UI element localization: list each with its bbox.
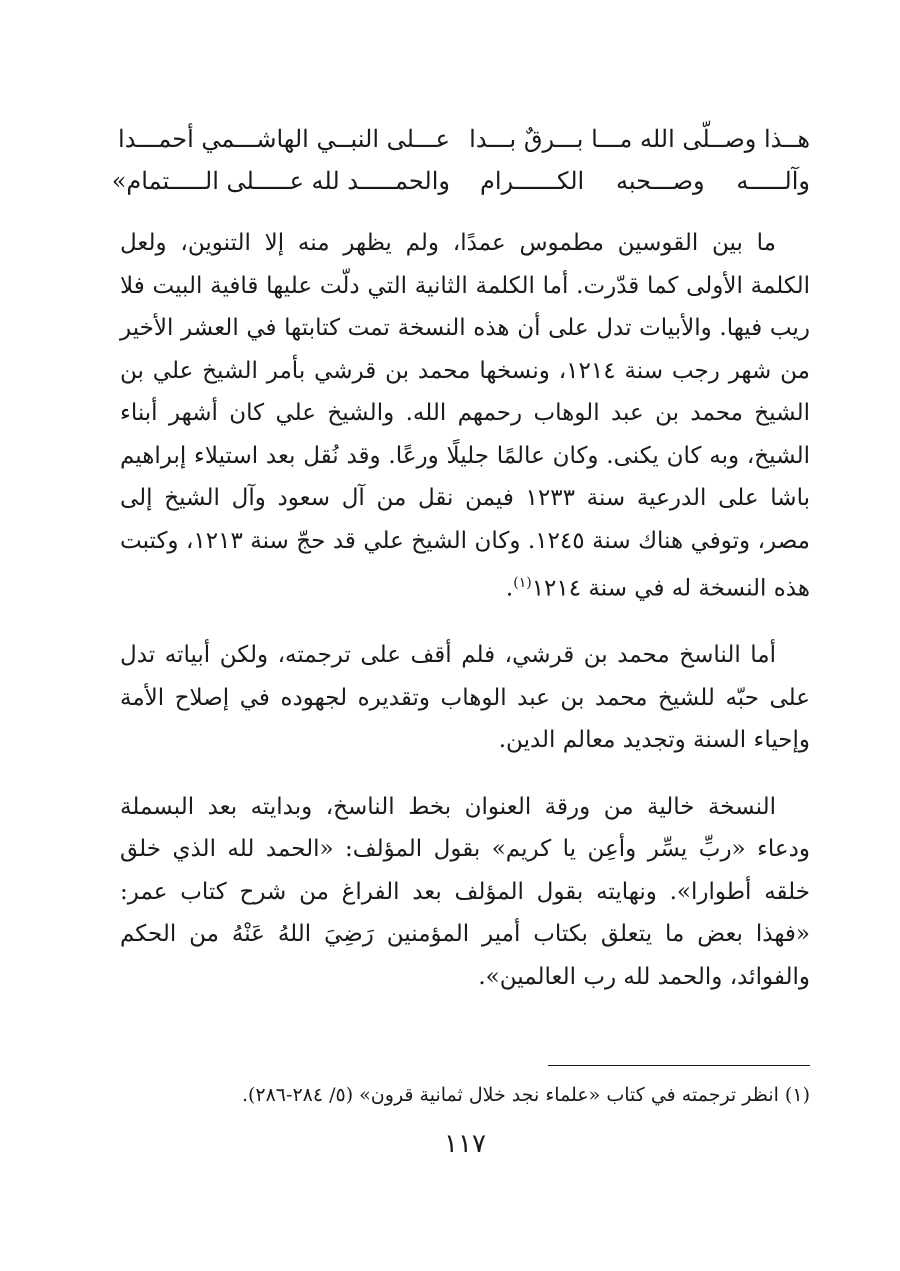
paragraph-manuscript-description: النسخة خالية من ورقة العنوان بخط الناسخ، وبدايته بعد البسملة ودعاء «ربِّ يسِّر وأعِن يا كريم» بقول المؤلف: «الحمد لله الذي خلق خلقه أطوارا». ونهايته بقول المؤلف بعد الفراغ من شرح كتاب عمر: «فهذا بعض ما يتعلق بكتاب أمير المؤمنين رَضِيَ اللهُ عَنْهُ من الحكم والفوائد، والحمد لله رب العالمين». [120, 793, 810, 990]
body-text [120, 222, 810, 1022]
verse-first-hemistich: هــذا وصــلّى الله مـــا بـــرقٌ بـــدا [469, 125, 810, 153]
paragraph-end-mark: . [505, 575, 514, 602]
footnote: (١) انظر ترجمته في كتاب «علماء نجد خلال ثمانية قرون» (٥/ ٢٨٤-٢٨٦). [241, 1084, 810, 1106]
paragraph-manuscript-date [120, 222, 810, 610]
paragraph-text: ما بين القوسين مطموس عمدًا، ولم يظهر منه إلا التنوين، ولعل الكلمة الأولى كما قدّرت. أما الكلمة الثانية التي دلّت عليها قافية البيت فلا ريب فيها. والأبيات تدل على أن هذه النسخة تمت كتابتها في العشر الأخير من شهر رجب سنة ١٢١٤، ونسخها محمد بن قرشي بأمر الشيخ علي بن الشيخ محمد بن عبد الوهاب رحمهم الله. والشيخ علي كان أشهر أبناء الشيخ، وبه كان يكنى. وكان عالمًا جليلًا ورعًا. وقد نُقل بعد استيلاء إبراهيم باشا على الدرعية سنة ١٢٣٣ فيمن نقل من آل سعود وآل الشيخ إلى مصر، وتوفي هناك سنة ١٢٤٥. وكان الشيخ علي قد حجّ سنة ١٢١٣، وكتبت هذه النسخة له في سنة ١٢١٤ [120, 230, 810, 602]
verse-second-hemistich: والحمـــــد لله عـــــلى الـــــتمام» [111, 167, 450, 195]
poem-verse [120, 118, 810, 160]
poem-verse [111, 160, 810, 202]
poem-block [111, 118, 810, 202]
verse-second-hemistich: عـــلى النبــي الهاشـــمي أحمـــدا [118, 125, 450, 153]
verse-first-hemistich: وآلـــــه وصـــحبه الكــــــرام [480, 167, 810, 195]
document-page [111, 0, 810, 1271]
page-number: ١١٧ [444, 1129, 486, 1159]
footnote-separator [548, 1065, 810, 1066]
paragraph-copyist: أما الناسخ محمد بن قرشي، فلم أقف على ترجمته، ولكن أبياته تدل على حبّه للشيخ محمد بن عبد الوهاب وتقديره لجهوده في إصلاح الأمة وإحياء السنة وتجديد معالم الدين. [120, 642, 810, 754]
footnote-reference: (١) [513, 575, 532, 591]
